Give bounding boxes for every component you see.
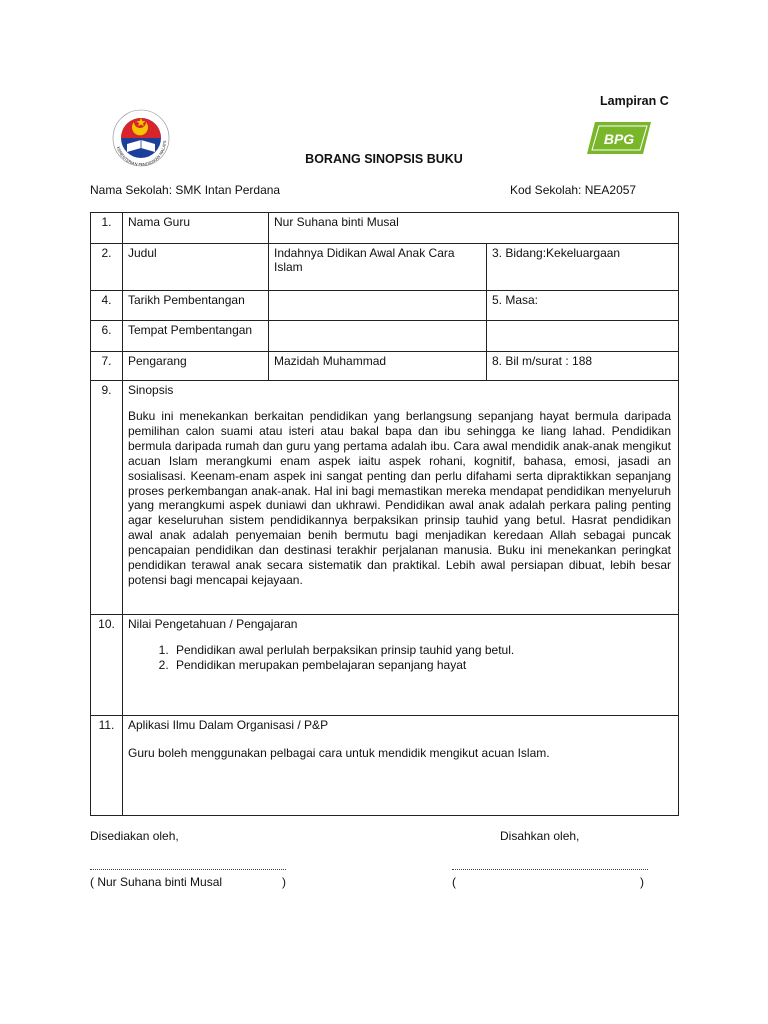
form-title: BORANG SINOPSIS BUKU — [305, 152, 463, 166]
field-label-judul: Judul — [123, 244, 269, 291]
appendix-label: Lampiran C — [600, 94, 669, 108]
kpm-logo-text: KEMENTERIAN PENDIDIKAN MALAYS — [115, 140, 168, 168]
field-value-pengarang: Mazidah Muhammad — [269, 352, 487, 381]
school-code: Kod Sekolah: NEA2057 — [510, 183, 637, 197]
form-row-nilai — [91, 615, 679, 716]
bpg-logo-text: BPG — [603, 131, 635, 147]
verified-by-open-paren: ( — [452, 875, 456, 889]
verified-by-label: Disahkan oleh, — [500, 829, 580, 843]
field-label-tarikh: Tarikh Pembentangan — [123, 291, 269, 321]
field-masa: 5. Masa: — [487, 291, 679, 321]
row-number: 9. — [91, 381, 123, 615]
school-name: Nama Sekolah: SMK Intan Perdana — [90, 183, 281, 197]
form-row-judul — [91, 244, 679, 291]
sinopsis-cell — [123, 381, 679, 615]
aplikasi-cell — [123, 716, 679, 816]
verified-by-close-paren: ) — [640, 875, 644, 889]
prepared-by-close-paren: ) — [282, 875, 286, 889]
list-item: 2. Pendidikan merupakan pembelajaran sepanjang hayat — [172, 658, 673, 673]
form-row-pengarang — [91, 352, 679, 381]
row-number: 10. — [91, 615, 123, 716]
aplikasi-text: Guru boleh menggunakan pelbagai cara untuk mendidik mengikut acuan Islam. — [128, 746, 550, 760]
list-item: 1. Pendidikan awal perlulah berpaksikan prinsip tauhid yang betul. — [172, 643, 673, 658]
signature-line-verified — [452, 861, 648, 870]
field-bidang: 3. Bidang:Kekeluargaan — [487, 244, 679, 291]
form-row-sinopsis — [91, 381, 679, 615]
field-label-tempat: Tempat Pembentangan — [123, 321, 269, 352]
nilai-cell — [123, 615, 679, 716]
row-number: 1. — [91, 213, 123, 244]
form-row-aplikasi — [91, 716, 679, 816]
form-row-tempat — [91, 321, 679, 352]
field-value-judul: Indahnya Didikan Awal Anak Cara Islam — [269, 244, 487, 291]
nilai-list — [128, 643, 673, 672]
row-number: 11. — [91, 716, 123, 816]
row-number: 4. — [91, 291, 123, 321]
form-row-nama-guru — [91, 213, 679, 244]
synopsis-form-table — [90, 212, 679, 816]
field-label-nama-guru: Nama Guru — [123, 213, 269, 244]
field-tempat-extra — [487, 321, 679, 352]
field-bil-surat: 8. Bil m/surat : 188 — [487, 352, 679, 381]
form-row-tarikh — [91, 291, 679, 321]
signature-line-prepared — [90, 861, 286, 870]
nilai-label: Nilai Pengetahuan / Pengajaran — [128, 617, 298, 631]
row-number: 2. — [91, 244, 123, 291]
field-value-nama-guru: Nur Suhana binti Musal — [269, 213, 679, 244]
row-number: 7. — [91, 352, 123, 381]
prepared-by-name: ( Nur Suhana binti Musal — [90, 875, 223, 889]
field-value-tarikh — [269, 291, 487, 321]
prepared-by-label: Disediakan oleh, — [90, 829, 179, 843]
row-number: 6. — [91, 321, 123, 352]
field-value-tempat — [269, 321, 487, 352]
bpg-logo — [585, 120, 653, 156]
aplikasi-label: Aplikasi Ilmu Dalam Organisasi / P&P — [128, 718, 329, 732]
field-label-pengarang: Pengarang — [123, 352, 269, 381]
sinopsis-label: Sinopsis — [128, 383, 174, 397]
sinopsis-text: Buku ini menekankan berkaitan pendidikan yang berlangsung sepanjang hayat bermula daripada pemilihan calon suami atau isteri atau bakal bapa dan ibu sehingga ke liang lahad. Pendidikan bermula daripada rumah dan guru yang pertama adalah ibu. Cara awal mendidik anak-anak mengikut acuan Islam merangkumi enam aspek iaitu aspek rohani, kognitif, bahasa, emosi, jasadi an sosialisasi. Keenam-enam aspek ini sangat penting dan perlu difahami serta dipraktikkan sepanjang proses perkembangan anak-anak. Hal ini bagi memastikan mereka mendapat pendidikan menyeluruh yang merangkumi aspek duniawi dan ukhrawi. Pendidikan awal anak adalah perkara paling penting agar keseluruhan sistem pendidikannya berpaksikan prinsip tauhid yang betul. Hasrat pendidikan awal anak adalah penyemaian benih bermutu bagi menjadikan keredaan Allah sebagai puncak pencapaian pendidikan dan destinasi terakhir perjalanan manusia. Buku ini menekankan peringkat pendidikan terawal anak secara sistematik dan praktikal. Lebih awal persiapan dibuat, lebih besar potensi bagi mencapai kejayaan. — [128, 409, 672, 587]
